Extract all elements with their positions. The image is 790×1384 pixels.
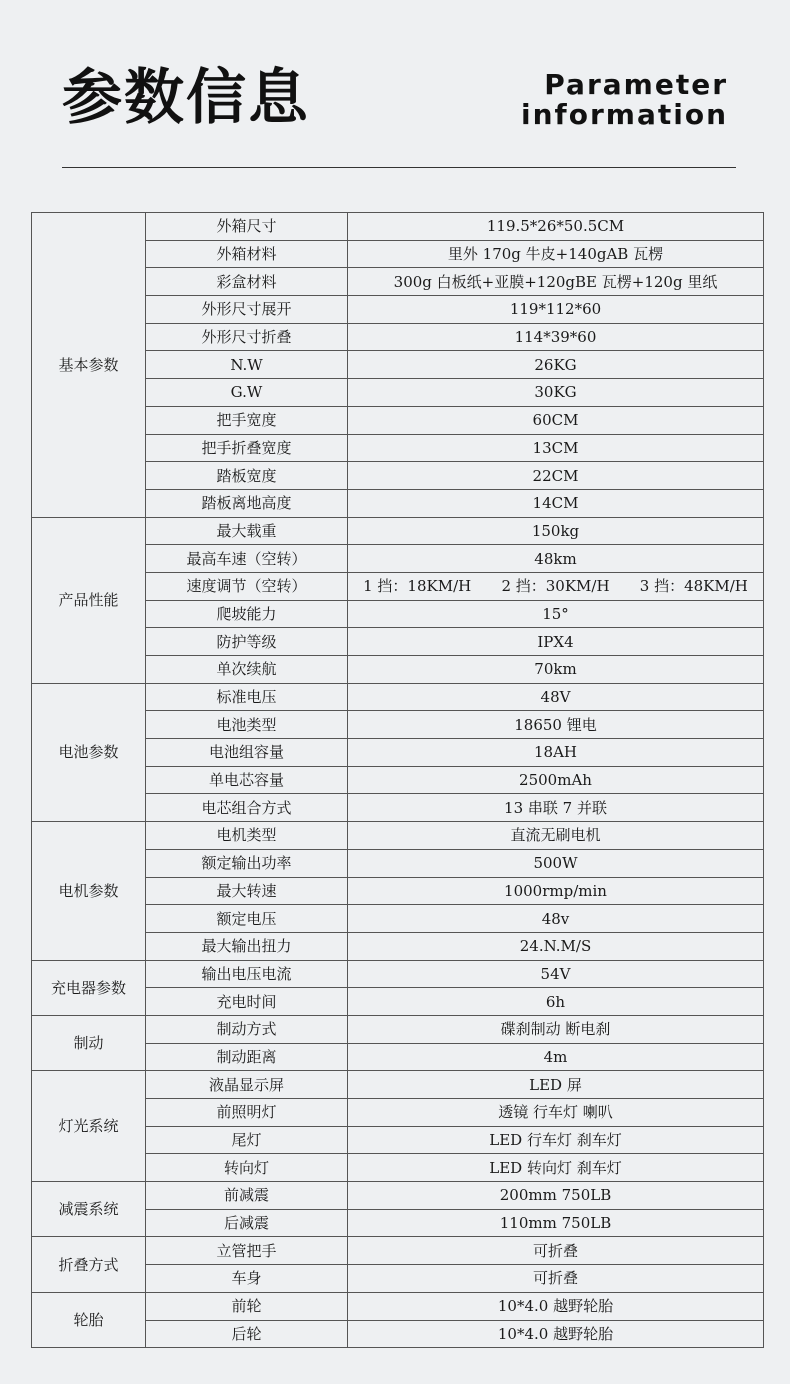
title-divider: [62, 167, 736, 168]
table-row: [32, 213, 764, 241]
parameter-label: 输出电压电流: [146, 960, 348, 988]
parameter-value: 150kg: [348, 517, 764, 545]
parameter-value: 2500mAh: [348, 766, 764, 794]
parameter-label: 电机类型: [146, 822, 348, 850]
page-subtitle: [521, 70, 728, 130]
parameter-label: 液晶显示屏: [146, 1071, 348, 1099]
parameter-label: 制动方式: [146, 1015, 348, 1043]
parameter-label: 前轮: [146, 1292, 348, 1320]
parameter-value: 里外 170g 牛皮+140gAB 瓦楞: [348, 240, 764, 268]
parameter-value: 119.5*26*50.5CM: [348, 213, 764, 241]
parameter-value: 26KG: [348, 351, 764, 379]
parameter-label: 电池组容量: [146, 739, 348, 767]
parameter-label: 电芯组合方式: [146, 794, 348, 822]
parameter-label: 外箱尺寸: [146, 213, 348, 241]
subtitle-line-2: information: [521, 98, 728, 131]
parameter-value: 可折叠: [348, 1237, 764, 1265]
parameter-label: N.W: [146, 351, 348, 379]
parameter-label: 彩盒材料: [146, 268, 348, 296]
parameter-value: 6h: [348, 988, 764, 1016]
speed-gear-value: 1 挡：18KM/H: [363, 577, 472, 596]
table-row: [32, 822, 764, 850]
parameter-label: 外形尺寸展开: [146, 296, 348, 324]
parameter-value: 22CM: [348, 462, 764, 490]
parameter-label: 踏板离地高度: [146, 489, 348, 517]
speed-settings-cell: [348, 572, 764, 600]
category-cell: 基本参数: [32, 213, 146, 518]
parameter-value: 110mm 750LB: [348, 1209, 764, 1237]
parameter-label: 最大转速: [146, 877, 348, 905]
parameter-label: 制动距离: [146, 1043, 348, 1071]
parameter-value: LED 行车灯 刹车灯: [348, 1126, 764, 1154]
parameter-label: 额定输出功率: [146, 849, 348, 877]
parameter-label: 单次续航: [146, 656, 348, 684]
parameter-value: 30KG: [348, 379, 764, 407]
category-cell: 灯光系统: [32, 1071, 146, 1182]
parameter-table-body: [32, 213, 764, 1348]
subtitle-line-1: Parameter: [544, 68, 728, 101]
parameter-value: 可折叠: [348, 1265, 764, 1293]
speed-settings: [348, 578, 763, 594]
table-row: [32, 960, 764, 988]
parameter-value: 500W: [348, 849, 764, 877]
parameter-label: 防护等级: [146, 628, 348, 656]
parameter-table: [31, 212, 764, 1348]
parameter-value: 24.N.M/S: [348, 932, 764, 960]
table-row: [32, 683, 764, 711]
parameter-value: 300g 白板纸+亚膜+120gBE 瓦楞+120g 里纸: [348, 268, 764, 296]
table-row: [32, 1292, 764, 1320]
parameter-value: 透镜 行车灯 喇叭: [348, 1099, 764, 1127]
parameter-label: 后轮: [146, 1320, 348, 1348]
parameter-value: 18AH: [348, 739, 764, 767]
parameter-label: 前减震: [146, 1182, 348, 1210]
parameter-label: 最大输出扭力: [146, 932, 348, 960]
parameter-value: 4m: [348, 1043, 764, 1071]
parameter-value: 14CM: [348, 489, 764, 517]
parameter-label: 车身: [146, 1265, 348, 1293]
parameter-label: 转向灯: [146, 1154, 348, 1182]
parameter-value: LED 屏: [348, 1071, 764, 1099]
parameter-label: 外形尺寸折叠: [146, 323, 348, 351]
parameter-label: 尾灯: [146, 1126, 348, 1154]
parameter-value: 119*112*60: [348, 296, 764, 324]
parameter-label: 把手宽度: [146, 406, 348, 434]
table-row: [32, 517, 764, 545]
category-cell: 电机参数: [32, 822, 146, 960]
parameter-value: 15°: [348, 600, 764, 628]
parameter-value: 114*39*60: [348, 323, 764, 351]
table-row: [32, 1237, 764, 1265]
table-row: [32, 1015, 764, 1043]
parameter-value: 10*4.0 越野轮胎: [348, 1320, 764, 1348]
table-row: [32, 1182, 764, 1210]
category-cell: 电池参数: [32, 683, 146, 821]
category-cell: 制动: [32, 1015, 146, 1070]
parameter-value: 直流无刷电机: [348, 822, 764, 850]
parameter-label: 最大载重: [146, 517, 348, 545]
parameter-value: 48V: [348, 683, 764, 711]
parameter-label: 前照明灯: [146, 1099, 348, 1127]
parameter-value: 1000rmp/min: [348, 877, 764, 905]
parameter-label: 电池类型: [146, 711, 348, 739]
parameter-value: 60CM: [348, 406, 764, 434]
category-cell: 充电器参数: [32, 960, 146, 1015]
parameter-value: 13 串联 7 并联: [348, 794, 764, 822]
page-title: 参数信息: [62, 63, 310, 133]
category-cell: 减震系统: [32, 1182, 146, 1237]
speed-gear-value: 3 挡：48KM/H: [639, 577, 748, 596]
parameter-value: 18650 锂电: [348, 711, 764, 739]
category-cell: 轮胎: [32, 1292, 146, 1347]
speed-gear-value: 2 挡：30KM/H: [501, 577, 610, 596]
parameter-label: 单电芯容量: [146, 766, 348, 794]
parameter-value: 70km: [348, 656, 764, 684]
parameter-label: 后减震: [146, 1209, 348, 1237]
parameter-label: 充电时间: [146, 988, 348, 1016]
parameter-value: 48km: [348, 545, 764, 573]
parameter-value: 碟刹制动 断电刹: [348, 1015, 764, 1043]
parameter-label: 标准电压: [146, 683, 348, 711]
category-cell: 折叠方式: [32, 1237, 146, 1292]
parameter-value: 10*4.0 越野轮胎: [348, 1292, 764, 1320]
parameter-label: 立管把手: [146, 1237, 348, 1265]
parameter-value: LED 转向灯 刹车灯: [348, 1154, 764, 1182]
parameter-label: G.W: [146, 379, 348, 407]
parameter-label: 额定电压: [146, 905, 348, 933]
parameter-value: 48v: [348, 905, 764, 933]
parameter-label: 最高车速（空转）: [146, 545, 348, 573]
parameter-value: 200mm 750LB: [348, 1182, 764, 1210]
table-row: [32, 1071, 764, 1099]
parameter-label: 把手折叠宽度: [146, 434, 348, 462]
parameter-value: IPX4: [348, 628, 764, 656]
category-cell: 产品性能: [32, 517, 146, 683]
parameter-label: 外箱材料: [146, 240, 348, 268]
parameter-label: 速度调节（空转）: [146, 572, 348, 600]
parameter-value: 13CM: [348, 434, 764, 462]
parameter-label: 爬坡能力: [146, 600, 348, 628]
parameter-value: 54V: [348, 960, 764, 988]
parameter-label: 踏板宽度: [146, 462, 348, 490]
